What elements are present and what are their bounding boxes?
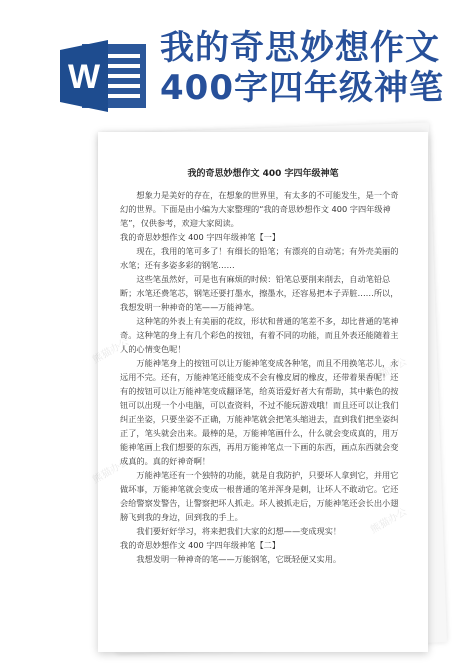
page-title <box>160 28 470 108</box>
watermark: 熊猫办公 <box>368 506 410 536</box>
watermark: 熊猫办公 <box>90 456 132 486</box>
watermark: 熊猫办公 <box>368 356 410 386</box>
watermark: 熊猫办公 <box>90 336 132 366</box>
paragraph: 这种笔的外表上有美丽的花纹，形状和普通的笔差不多，却比普通的笔神奇。这种笔的身上有几个彩色的按钮，有着不同的功能，而且外表还能随着主人的心情变色呢！ <box>120 316 399 354</box>
paragraph: 这些笔虽然好，可是也有麻烦的时候：铅笔总要削来削去，自动笔铅总断；水笔还费笔芯，钢笔还要打墨水，擦墨水，还容易把本子弄脏……所以，我想发明一种神奇的笔——万能神笔。 <box>120 274 399 312</box>
paragraph: 我们要好好学习，将来把我们大家的幻想——变成现实！ <box>136 526 342 536</box>
paragraph: 想象力是美好的存在，在想象的世界里，有太多的不可能发生，是一个奇幻的世界。下面是由小编为大家整理的“我的奇思妙想作文 400 字四年级神笔”，仅供参考，欢迎大家阅读。 <box>120 190 399 228</box>
paragraph: 现在，我用的笔可多了！有细长的铅笔；有漂亮的自动笔；有外壳美丽的水笔；还有多姿多彩的钢笔…… <box>120 246 399 270</box>
title-line-1: 我的奇思妙想作文 <box>160 28 440 68</box>
section-heading: 我的奇思妙想作文 400 字四年级神笔【一】 <box>120 232 281 242</box>
word-icon <box>60 40 150 112</box>
document-page <box>90 132 428 652</box>
title-line-2: 400字四年级神笔 <box>160 68 444 108</box>
paragraph: 万能神笔还有一个独特的功能，就是自我防护，只要坏人拿到它，并用它做坏事，万能神笔就会变成一根普通的笔并浑身是刺，让坏人不敢动它。它还会给警察发警告，让警察把坏人抓走。坏人被抓走后，万能神笔还会长出小翅膀飞到我的身边，回到我的手上。 <box>120 470 399 522</box>
paragraph: 我想发明一种神奇的笔——万能钢笔，它既轻便又实用。 <box>136 554 342 564</box>
section-heading: 我的奇思妙想作文 400 字四年级神笔【二】 <box>120 540 281 550</box>
header-banner <box>0 0 474 118</box>
document-body <box>120 188 406 566</box>
svg-text:W: W <box>67 58 101 96</box>
document-title: 我的奇思妙想作文 400 字四年级神笔 <box>187 169 339 179</box>
paragraph: 万能神笔身上的按钮可以让万能神笔变成各种笔，而且不用换笔芯儿，永远用不完。还有，万能神笔还能变成不会有橡皮屑的橡皮，还带着果香呢！还有的按钮可以让万能神笔变成翻译笔，给英语爱好者大有帮助，其中紫色的按钮可以出现一个小电脑，可以查资料，不过不能玩游戏哦！而且还可以让我们纠正坐姿，只要坐姿不正确，万能神笔就会把笔头缩进去，直到我们把坐姿纠正了，笔头就会出来。最棒的是，万能神笔画什么，什么就会变成真的，用万能神笔画上我们想要的东西，再用万能神笔点一下画的东西，画点东西就会变成真的。真的好神奇啊！ <box>120 358 399 466</box>
